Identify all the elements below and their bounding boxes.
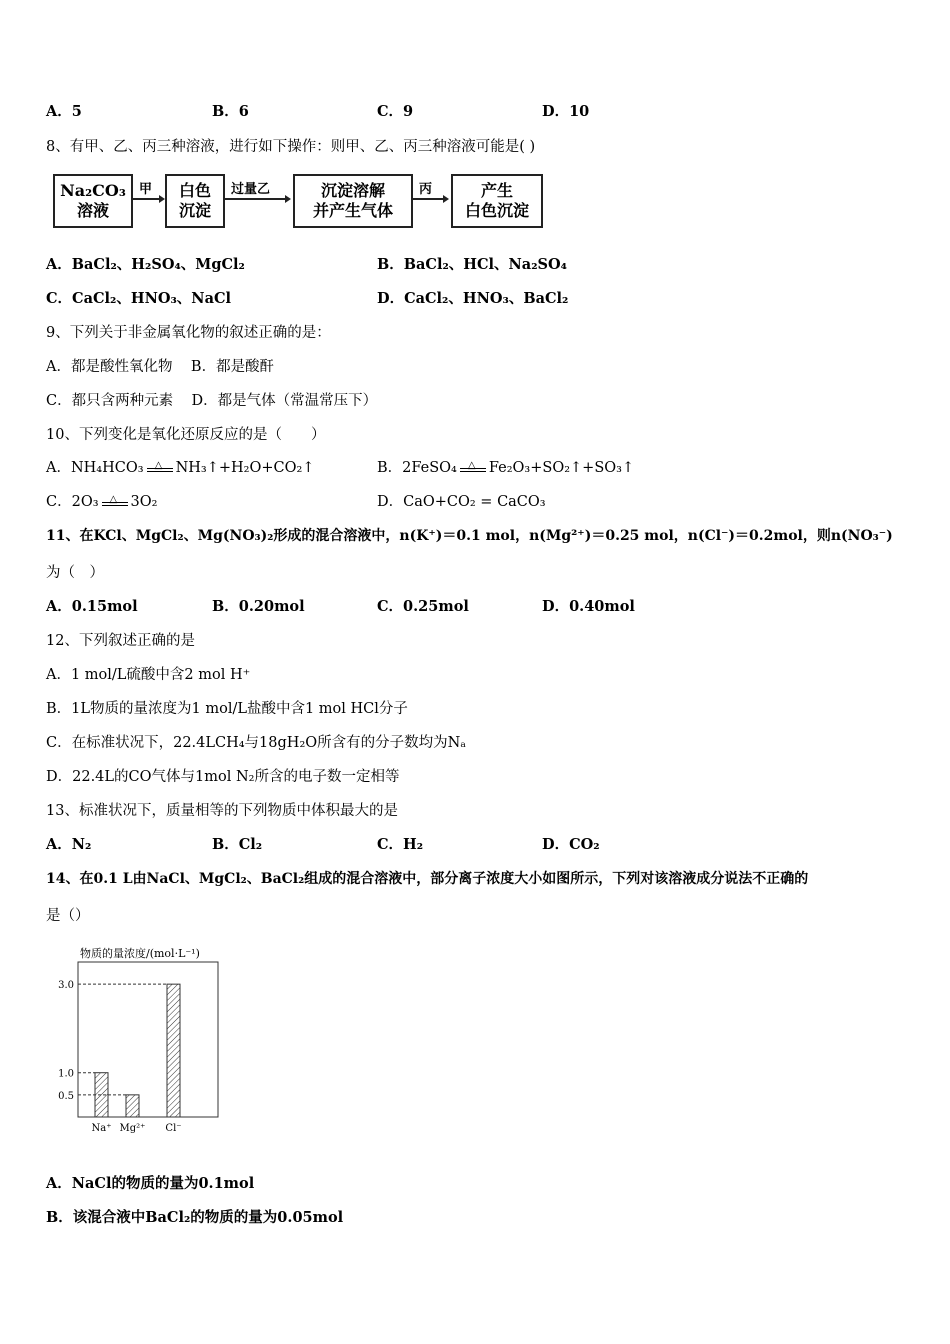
heat-condition-icon: △	[460, 461, 486, 475]
x-category-label: Mg²⁺	[119, 1123, 146, 1134]
q10-a-reactants: A．NH₄HCO₃	[46, 460, 144, 476]
q13-stem: 13、标准状况下，质量相等的下列物质中体积最大的是	[46, 803, 398, 819]
q7-option-d: D．10	[542, 103, 590, 120]
ion-concentration-chart	[52, 940, 232, 1140]
x-category-label: Cl⁻	[165, 1123, 182, 1134]
arrow-right-icon	[411, 194, 449, 204]
flow-arrow-1-label: 甲	[139, 182, 153, 197]
q9-options-ab: A．都是酸性氧化物 B．都是酸酐	[46, 359, 275, 375]
q10-stem: 10、下列变化是氧化还原反应的是（ ）	[46, 427, 326, 443]
flow-box-1-line-2: 溶液	[76, 201, 109, 220]
flow-box-2-line-1: 白色	[178, 181, 211, 200]
flow-box-2-line-2: 沉淀	[178, 201, 211, 220]
flow-box-4-line-1: 产生	[480, 181, 513, 200]
q13-option-c: C．H₂	[377, 836, 424, 853]
heat-condition-icon: △	[147, 461, 173, 475]
q10-b-reactants: B．2FeSO₄	[377, 460, 457, 476]
heat-condition-icon: △	[102, 495, 128, 509]
flow-box-4-line-2: 白色沉淀	[464, 201, 529, 220]
q14-option-b: B．该混合液中BaCl₂的物质的量为0.05mol	[46, 1209, 344, 1226]
flow-box-2	[165, 174, 225, 228]
q7-option-a: A．5	[46, 103, 82, 120]
q10-c-reactants: C．2O₃	[46, 494, 99, 510]
q10-c-products: 3O₂	[130, 494, 158, 510]
q7-option-b: B．6	[212, 103, 249, 120]
y-tick-label: 1.0	[58, 1068, 74, 1080]
q11-stem-cont: 为（ ）	[46, 565, 104, 581]
q10-a-products: NH₃↑+H₂O+CO₂↑	[175, 460, 315, 476]
q8-stem: 8、有甲、乙、丙三种溶液，进行如下操作：则甲、乙、丙三种溶液可能是( )	[46, 139, 536, 155]
q7-option-c: C．9	[377, 103, 414, 120]
q12-stem: 12、下列叙述正确的是	[46, 633, 195, 649]
y-tick-label: 0.5	[58, 1090, 74, 1102]
q8-flow-diagram	[53, 168, 543, 232]
arrow-right-icon	[223, 194, 291, 204]
q10-option-a	[46, 458, 314, 478]
q8-option-a: A．BaCl₂、H₂SO₄、MgCl₂	[46, 256, 245, 273]
q13-option-a: A．N₂	[46, 836, 92, 853]
q13-option-b: B．Cl₂	[212, 836, 263, 853]
q11-option-b: B．0.20mol	[212, 598, 305, 615]
bar-2	[167, 984, 180, 1117]
q11-option-c: C．0.25mol	[377, 598, 469, 615]
flow-box-3-line-1: 沉淀溶解	[320, 181, 385, 200]
q8-option-d: D．CaCl₂、HNO₃、BaCl₂	[377, 290, 569, 307]
q8-option-c: C．CaCl₂、HNO₃、NaCl	[46, 290, 232, 307]
q9-stem: 9、下列关于非金属氧化物的叙述正确的是：	[46, 325, 331, 341]
q12-option-a: A．1 mol/L硫酸中含2 mol H⁺	[46, 667, 251, 683]
chart-svg	[52, 940, 232, 1140]
q14-stem: 14、在0.1 L由NaCl、MgCl₂、BaCl₂组成的混合溶液中，部分离子浓度大小如图所示，下列对该溶液成分说法不正确的	[46, 871, 809, 887]
bar-0	[95, 1073, 108, 1117]
q12-option-b: B．1L物质的量浓度为1 mol/L盐酸中含1 mol HCl分子	[46, 701, 408, 717]
flow-box-4	[451, 174, 543, 228]
q9-options-cd: C．都只含两种元素 D．都是气体（常温常压下）	[46, 393, 378, 409]
flow-box-3	[293, 174, 413, 228]
q12-option-d: D．22.4L的CO气体与1mol N₂所含的电子数一定相等	[46, 769, 400, 785]
flow-box-1-line-1: Na₂CO₃	[60, 181, 126, 200]
flow-arrow-3-label: 丙	[419, 182, 433, 197]
q14-stem-cont: 是（）	[46, 908, 90, 924]
q11-stem: 11、在KCl、MgCl₂、Mg(NO₃)₂形成的混合溶液中，n(K⁺)＝0.1 mol，n(Mg²⁺)＝0.25 mol，n(Cl⁻)＝0.2mol，则n(NO₃⁻)	[46, 528, 893, 544]
q10-b-products: Fe₂O₃+SO₂↑+SO₃↑	[488, 460, 635, 476]
q14-option-a: A．NaCl的物质的量为0.1mol	[46, 1175, 255, 1192]
arrow-right-icon	[131, 194, 165, 204]
q13-option-d: D．CO₂	[542, 836, 600, 853]
flow-box-3-line-2: 并产生气体	[312, 201, 393, 220]
y-tick-label: 3.0	[58, 980, 74, 992]
q12-option-c: C．在标准状况下，22.4LCH₄与18gH₂O所含有的分子数均为Nₐ	[46, 735, 466, 751]
chart-title: 物质的量浓度/(mol·L⁻¹)	[80, 947, 200, 960]
flow-box-1	[53, 174, 133, 228]
bar-1	[126, 1095, 139, 1117]
q10-option-c	[46, 492, 157, 512]
x-category-label: Na⁺	[91, 1123, 112, 1134]
q8-option-b: B．BaCl₂、HCl、Na₂SO₄	[377, 256, 568, 273]
flow-arrow-2-label: 过量乙	[231, 182, 271, 197]
q11-option-a: A．0.15mol	[46, 598, 138, 615]
q10-option-d: D．CaO+CO₂ = CaCO₃	[377, 494, 546, 510]
q10-option-b	[377, 458, 634, 478]
q11-option-d: D．0.40mol	[542, 598, 635, 615]
